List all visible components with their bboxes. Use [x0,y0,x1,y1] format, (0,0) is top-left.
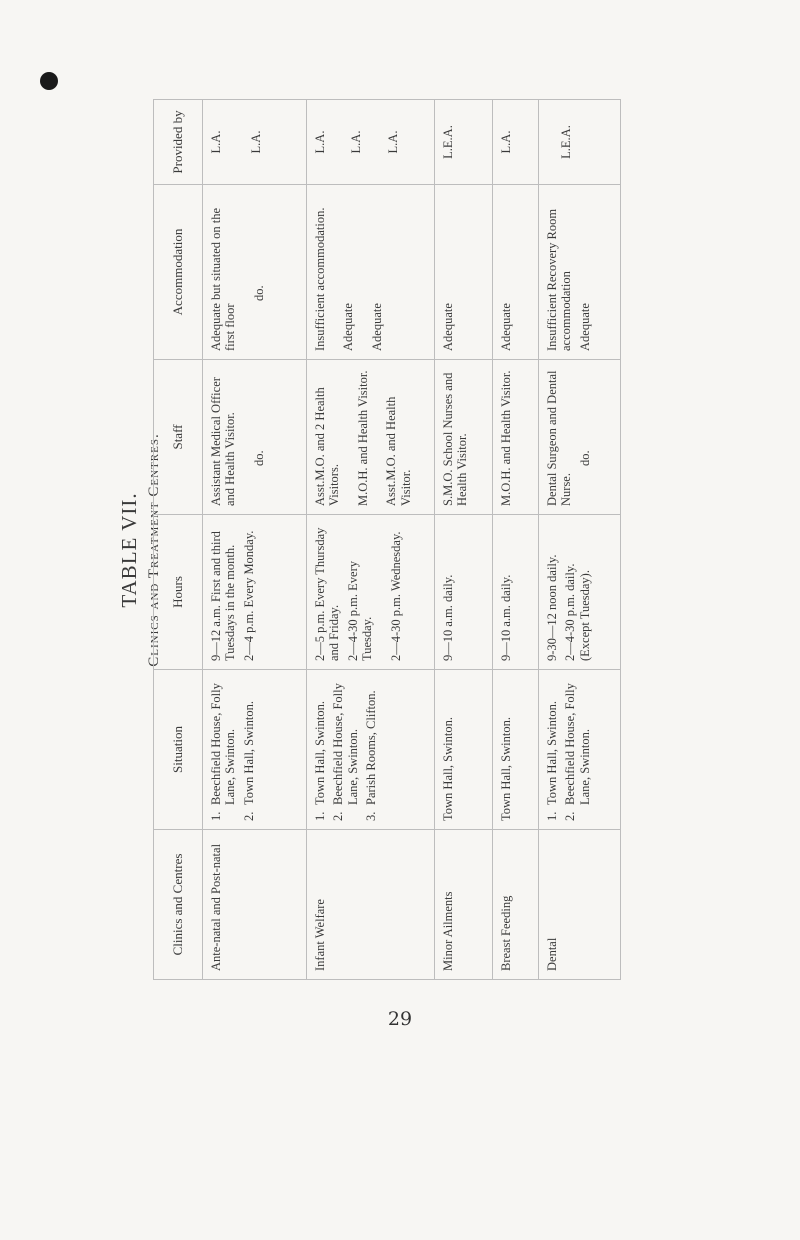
item-number: 2. [331,811,346,821]
hours-text: 9—12 a.m. First and third Tuesdays in the month. [209,531,238,661]
situation-cell [539,670,621,830]
table-row [307,100,435,980]
accommodation-text: do. [251,285,266,301]
accommodation-cell [539,185,621,360]
situation-text: Town Hall, Swinton. [545,701,559,805]
provided-text: L.A. [209,130,223,154]
staff-text: Dental Surgeon and Dental Nurse. [545,370,574,506]
clinic-name: Breast Feeding [493,830,539,980]
accommodation-text: Adequate but situated on the first floor [209,207,238,351]
staff-cell [203,360,307,515]
accommodation-text: Adequate [441,303,455,351]
hours-text: 9—10 a.m. daily. [441,574,455,661]
hours-cell [539,515,621,670]
provided-cell [539,100,621,185]
staff-text: M.O.H. and Health Visitor. [499,370,513,506]
col-header-clinics: Clinics and Centres [154,830,203,980]
accommodation-text: Adequate [369,303,384,351]
situation-text: Town Hall, Swinton. [241,701,256,805]
provided-text: L.A. [499,130,513,154]
situation-text: Town Hall, Swinton. [499,717,513,821]
hours-cell [203,515,307,670]
header-row [154,100,203,980]
situation-text: Town Hall, Swinton. [441,717,455,821]
accommodation-text: Adequate [499,303,513,351]
col-header-situation: Situation [154,670,203,830]
situation-cell [203,670,307,830]
clinic-name: Dental [539,830,621,980]
situation-cell [493,670,539,830]
table-row [539,100,621,980]
staff-text: do. [251,450,266,466]
accommodation-text: Insufficient accommodation. [313,207,327,351]
clinics-table [153,99,621,980]
accommodation-cell [203,185,307,360]
accommodation-cell [493,185,539,360]
hours-text: 2—4 p.m. Every Monday. [241,530,256,661]
col-header-provided-by: Provided by [154,100,203,185]
punch-hole [40,72,58,90]
provided-cell [203,100,307,185]
item-number: 2. [563,811,578,821]
situation-cell [307,670,435,830]
provided-text: L.E.A. [441,125,455,159]
clinic-name: Minor Ailments [435,830,493,980]
item-number: 3. [364,811,379,821]
clinic-name: Infant Welfare [307,830,435,980]
accommodation-text: Adequate [577,303,592,351]
staff-text: Asst.M.O. and 2 Health Visitors. [313,387,342,506]
staff-cell [539,360,621,515]
hours-text: 9—10 a.m. daily. [499,574,513,661]
hours-cell [435,515,493,670]
staff-cell [307,360,435,515]
hours-text: 9-30—12 noon daily. [545,554,559,661]
staff-cell [493,360,539,515]
situation-cell [435,670,493,830]
item-number: 1. [313,811,327,821]
hours-cell [307,515,435,670]
hours-text: 2—4-30 p.m. daily. (Except Tuesday). [563,563,592,661]
provided-text: L.E.A. [559,125,573,159]
staff-text: do. [577,450,592,466]
accommodation-cell [307,185,435,360]
provided-text: L.A. [249,130,264,154]
table-row [493,100,539,980]
provided-cell [307,100,435,185]
situation-text: Beechfield House, Folly Lane, Swinton. [209,683,238,805]
provided-text: L.A. [349,130,364,154]
clinic-name: Ante-natal and Post-natal [203,830,307,980]
page-number: 29 [387,1008,413,1030]
item-number: 2. [241,811,256,821]
provided-cell [493,100,539,185]
col-header-staff: Staff [154,360,203,515]
staff-text: Assistant Medical Officer and Health Visitor. [209,377,238,506]
col-header-accommodation: Accommodation [154,185,203,360]
accommodation-cell [435,185,493,360]
hours-cell [493,515,539,670]
table-title: TABLE VII. [117,492,141,608]
situation-text: Beechfield House, Folly Lane, Swinton. [331,683,360,805]
staff-text: Asst.M.O. and Health Visitor. [384,396,413,506]
hours-text: 2—4-30 p.m. Wednesday. [388,531,403,661]
situation-text: Town Hall, Swinton. [313,701,327,805]
accommodation-text: Adequate [341,303,356,351]
hours-text: 2—4-30 p.m. Every Tuesday. [345,561,375,661]
hours-text: 2—5 p.m. Every Thursday and Friday. [313,527,342,661]
item-number: 1. [545,811,559,821]
provided-text: L.A. [313,130,327,154]
rotated-page [115,100,635,1000]
accommodation-text: Insufficient Recovery Room accommodation [545,208,574,351]
staff-cell [435,360,493,515]
table-row [203,100,307,980]
table-subtitle: Clinics and Treatment Centres. [146,433,162,667]
situation-text: Parish Rooms, Clifton. [364,690,379,805]
table-row [435,100,493,980]
item-number: 1. [209,811,223,821]
staff-text: M.O.H. and Health Visitor. [355,370,370,506]
provided-cell [435,100,493,185]
staff-text: S.M.O. School Nurses and Health Visitor. [441,372,470,506]
provided-text: L.A. [385,130,400,154]
situation-text: Beechfield House, Folly Lane, Swinton. [563,683,592,805]
col-header-hours: Hours [154,515,203,670]
